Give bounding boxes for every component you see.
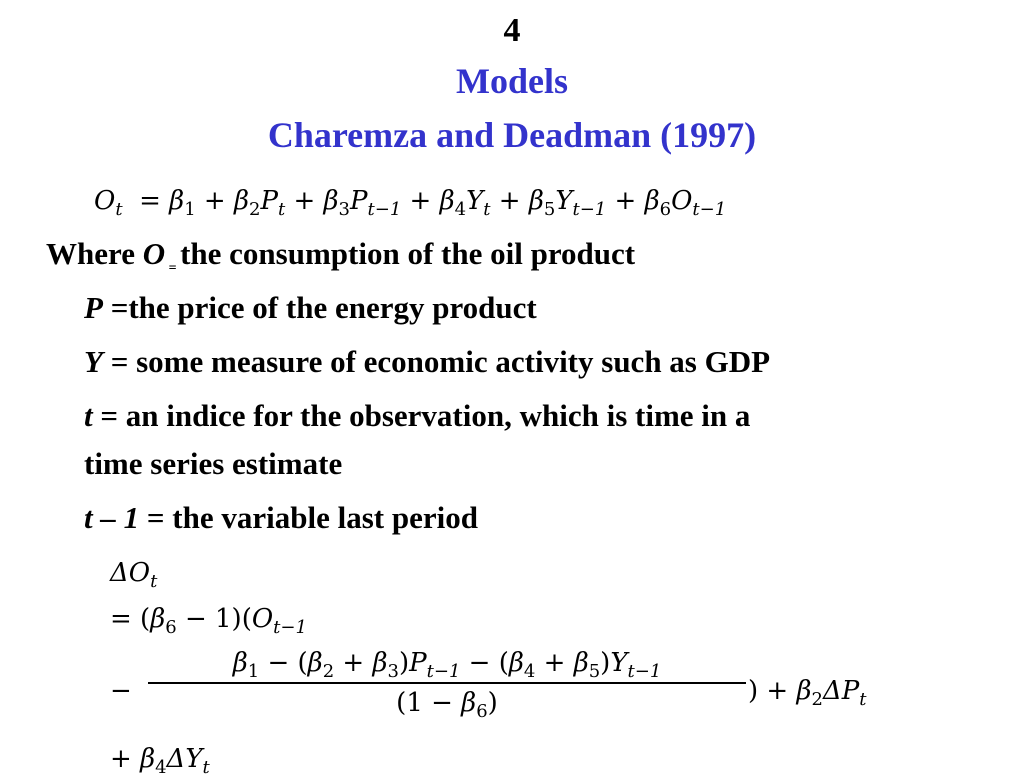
fraction-numerator: $\beta_1 - (\beta_2 + \beta_3)P_{t-1} - (\beta_4 + \beta_5)Y_{t-1}$ [232, 648, 662, 682]
slide-number: 4 [503, 12, 521, 49]
definition-o: Where O $_=$ the consumption of the oil product [46, 236, 636, 276]
differenced-equation-line4: + $\beta_4\Delta Y_t$ [110, 744, 210, 778]
slide-title: Models [456, 61, 568, 101]
model-equation: $O_t = \beta_1 + \beta_2P_t + \beta_3P_{t-1} + \beta_4Y_t + \beta_5Y_{t-1} + \beta_6O_{t-1}$ [94, 186, 727, 220]
definition-t: t = an indice for the observation, which is time in a [84, 398, 751, 433]
differenced-equation-line2: = $(\beta_6 - 1)(O_{t-1}$ [110, 604, 307, 638]
differenced-equation-tail: ) + $\beta_2\Delta P_t$ [748, 676, 867, 710]
fraction [148, 648, 746, 722]
differenced-equation-lhs: $\Delta O_t$ [110, 558, 158, 592]
definition-t-minus-1: t – 1 = the variable last period [84, 500, 478, 535]
slide-subtitle: Charemza and Deadman (1997) [267, 115, 757, 155]
fraction-denominator: $(1 - \beta_6)$ [396, 688, 498, 722]
definition-y: Y = some measure of economic activity such as GDP [84, 344, 771, 379]
fraction-bar [148, 682, 746, 684]
definition-p: P =the price of the energy product [84, 290, 537, 325]
definition-t-continued: time series estimate [84, 446, 343, 481]
minus-sign: − [110, 676, 132, 706]
